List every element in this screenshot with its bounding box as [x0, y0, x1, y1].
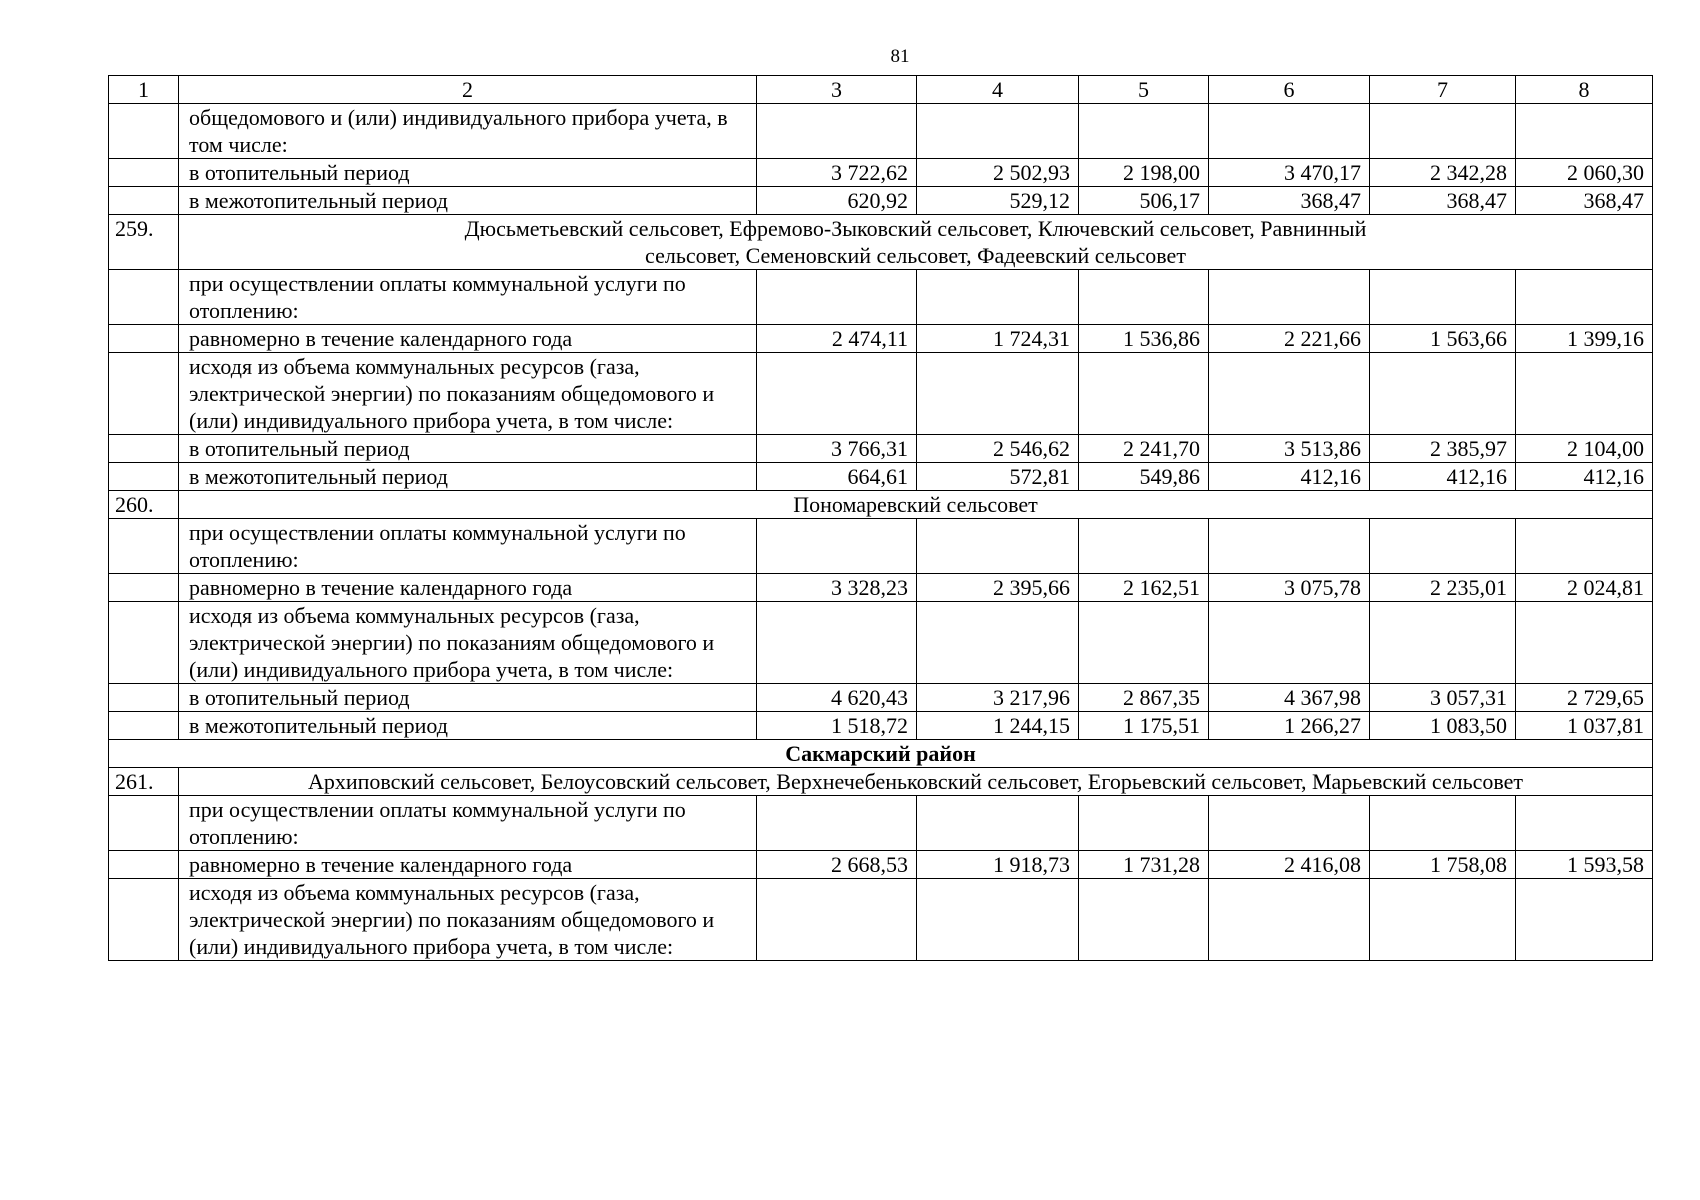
row-label: исходя из объема коммунальных ресурсов (газа, электрической энергии) по показаниям общедомового и (или) индивидуального прибора учета, в том числе:	[179, 602, 757, 684]
row-label: в межотопительный период	[179, 712, 757, 740]
value-cell: 2 024,81	[1516, 574, 1653, 602]
group-title: Дюсьметьевский сельсовет, Ефремово-Зыковский сельсовет, Ключевский сельсовет, Равнинный сельсовет, Семеновский сельсовет, Фадеевский сельсовет	[179, 215, 1653, 270]
value-cell: 2 385,97	[1370, 435, 1516, 463]
value-cell: 412,16	[1209, 463, 1370, 491]
index-cell	[109, 270, 179, 325]
row-label: исходя из объема коммунальных ресурсов (газа, электрической энергии) по показаниям общедомового и (или) индивидуального прибора учета, в том числе:	[179, 353, 757, 435]
value-cell: 1 758,08	[1370, 851, 1516, 879]
value-cell: 4 620,43	[757, 684, 917, 712]
value-cell: 1 399,16	[1516, 325, 1653, 353]
value-cell: 2 729,65	[1516, 684, 1653, 712]
group-title: Пономаревский сельсовет	[179, 491, 1653, 519]
row-label: в межотопительный период	[179, 463, 757, 491]
group-row	[109, 215, 1653, 270]
value-cell: 529,12	[917, 187, 1079, 215]
index-cell	[109, 104, 179, 159]
table-row	[109, 684, 1653, 712]
index-cell	[109, 325, 179, 353]
row-label: в отопительный период	[179, 684, 757, 712]
value-cell: 2 221,66	[1209, 325, 1370, 353]
index-cell	[109, 851, 179, 879]
value-cell: 2 502,93	[917, 159, 1079, 187]
table-row	[109, 519, 1653, 574]
index-cell	[109, 684, 179, 712]
value-cell: 3 075,78	[1209, 574, 1370, 602]
value-cell: 1 083,50	[1370, 712, 1516, 740]
row-label: исходя из объема коммунальных ресурсов (газа, электрической энергии) по показаниям общедомового и (или) индивидуального прибора учета, в том числе:	[179, 879, 757, 961]
row-label: в отопительный период	[179, 159, 757, 187]
index-cell	[109, 712, 179, 740]
table-row	[109, 851, 1653, 879]
group-index: 261.	[109, 768, 179, 796]
index-cell	[109, 435, 179, 463]
table-row	[109, 602, 1653, 684]
value-cell: 3 217,96	[917, 684, 1079, 712]
value-cell: 2 241,70	[1079, 435, 1209, 463]
value-cell: 1 244,15	[917, 712, 1079, 740]
value-cell: 549,86	[1079, 463, 1209, 491]
group-index: 259.	[109, 215, 179, 270]
index-cell	[109, 353, 179, 435]
header-cell: 3	[757, 76, 917, 104]
header-cell: 7	[1370, 76, 1516, 104]
row-label: общедомового и (или) индивидуального прибора учета, в том числе:	[179, 104, 757, 159]
row-label: при осуществлении оплаты коммунальной услуги по отоплению:	[179, 270, 757, 325]
table-row	[109, 879, 1653, 961]
group-title: Архиповский сельсовет, Белоусовский сельсовет, Верхнечебеньковский сельсовет, Егорьевский сельсовет, Марьевский сельсовет	[179, 768, 1653, 796]
header-cell: 8	[1516, 76, 1653, 104]
index-cell	[109, 796, 179, 851]
value-cell: 2 395,66	[917, 574, 1079, 602]
row-label: равномерно в течение календарного года	[179, 574, 757, 602]
district-row	[109, 740, 1653, 768]
value-cell: 3 513,86	[1209, 435, 1370, 463]
value-cell: 2 474,11	[757, 325, 917, 353]
value-cell: 1 037,81	[1516, 712, 1653, 740]
header-row	[109, 76, 1653, 104]
table-row	[109, 463, 1653, 491]
row-label: при осуществлении оплаты коммунальной услуги по отоплению:	[179, 796, 757, 851]
value-cell: 4 367,98	[1209, 684, 1370, 712]
value-cell: 2 416,08	[1209, 851, 1370, 879]
index-cell	[109, 602, 179, 684]
value-cell: 3 057,31	[1370, 684, 1516, 712]
table-row	[109, 353, 1653, 435]
value-cell: 3 328,23	[757, 574, 917, 602]
row-label: равномерно в течение календарного года	[179, 325, 757, 353]
value-cell: 1 175,51	[1079, 712, 1209, 740]
value-cell: 368,47	[1370, 187, 1516, 215]
header-cell: 5	[1079, 76, 1209, 104]
group-row	[109, 768, 1653, 796]
value-cell: 1 563,66	[1370, 325, 1516, 353]
value-cell: 368,47	[1209, 187, 1370, 215]
group-row	[109, 491, 1653, 519]
value-cell: 2 198,00	[1079, 159, 1209, 187]
district-title: Сакмарский район	[109, 740, 1653, 768]
value-cell: 1 266,27	[1209, 712, 1370, 740]
table-row	[109, 159, 1653, 187]
index-cell	[109, 159, 179, 187]
index-cell	[109, 519, 179, 574]
value-cell: 3 766,31	[757, 435, 917, 463]
table-row	[109, 187, 1653, 215]
table-row	[109, 435, 1653, 463]
value-cell: 620,92	[757, 187, 917, 215]
tariff-table	[108, 75, 1653, 961]
header-cell: 2	[179, 76, 757, 104]
value-cell: 1 724,31	[917, 325, 1079, 353]
header-cell: 6	[1209, 76, 1370, 104]
table-row	[109, 325, 1653, 353]
index-cell	[109, 574, 179, 602]
value-cell: 2 546,62	[917, 435, 1079, 463]
table-row	[109, 270, 1653, 325]
value-cell: 2 342,28	[1370, 159, 1516, 187]
header-cell: 4	[917, 76, 1079, 104]
value-cell: 2 104,00	[1516, 435, 1653, 463]
row-label: в отопительный период	[179, 435, 757, 463]
value-cell: 2 060,30	[1516, 159, 1653, 187]
value-cell: 3 470,17	[1209, 159, 1370, 187]
value-cell: 1 593,58	[1516, 851, 1653, 879]
header-cell: 1	[109, 76, 179, 104]
value-cell: 1 536,86	[1079, 325, 1209, 353]
row-label: при осуществлении оплаты коммунальной услуги по отоплению:	[179, 519, 757, 574]
value-cell: 1 518,72	[757, 712, 917, 740]
row-label: равномерно в течение календарного года	[179, 851, 757, 879]
value-cell: 1 918,73	[917, 851, 1079, 879]
value-cell: 2 867,35	[1079, 684, 1209, 712]
table-row	[109, 104, 1653, 159]
value-cell: 2 235,01	[1370, 574, 1516, 602]
value-cell: 572,81	[917, 463, 1079, 491]
table-row	[109, 712, 1653, 740]
value-cell: 506,17	[1079, 187, 1209, 215]
value-cell: 2 668,53	[757, 851, 917, 879]
value-cell: 1 731,28	[1079, 851, 1209, 879]
value-cell: 2 162,51	[1079, 574, 1209, 602]
table-row	[109, 796, 1653, 851]
index-cell	[109, 463, 179, 491]
value-cell: 412,16	[1370, 463, 1516, 491]
group-index: 260.	[109, 491, 179, 519]
index-cell	[109, 187, 179, 215]
value-cell: 412,16	[1516, 463, 1653, 491]
value-cell: 664,61	[757, 463, 917, 491]
value-cell: 3 722,62	[757, 159, 917, 187]
page-number: 81	[890, 46, 910, 67]
value-cell: 368,47	[1516, 187, 1653, 215]
table-row	[109, 574, 1653, 602]
row-label: в межотопительный период	[179, 187, 757, 215]
index-cell	[109, 879, 179, 961]
